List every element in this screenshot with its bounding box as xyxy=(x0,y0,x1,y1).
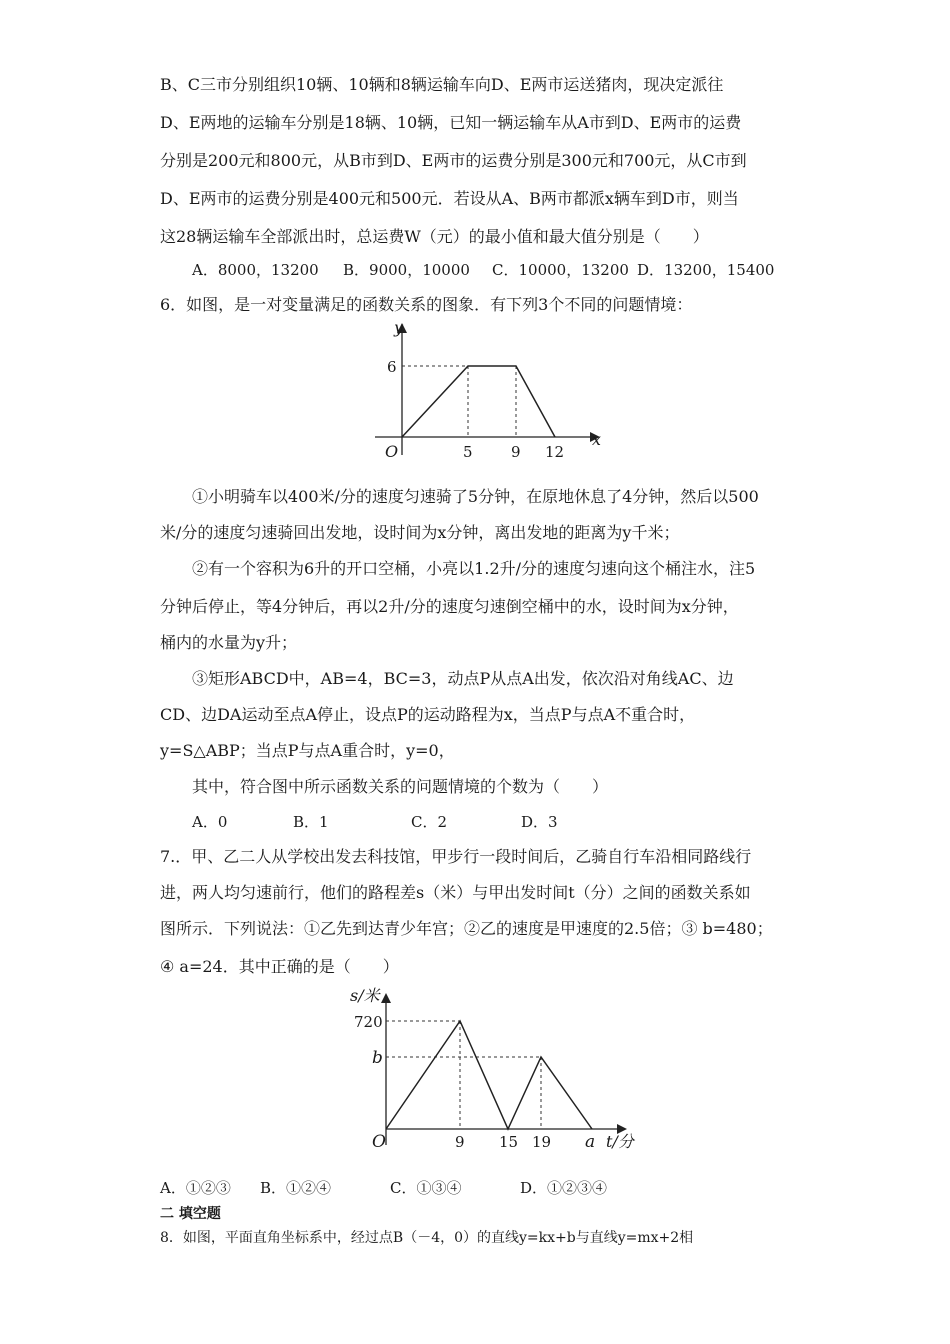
q7-y-label: s/米 xyxy=(350,986,380,1005)
q7-x-label: t/分 xyxy=(606,1132,634,1151)
q5-option-a: A．8000，13200 xyxy=(192,261,319,279)
q6-option-a: A．0 xyxy=(192,813,228,831)
q6-question: 其中，符合图中所示函数关系的问题情境的个数为（ ） xyxy=(192,777,609,796)
q7-line-4: ④ a=24．其中正确的是（ ） xyxy=(160,957,399,976)
q7-line-3: 图所示．下列说法：①乙先到达青少年宫；②乙的速度是甲速度的2.5倍；③ b=480； xyxy=(160,919,773,938)
q7-origin-label: O xyxy=(372,1132,386,1152)
q7-option-a: A．①②③ xyxy=(160,1179,231,1197)
q6-situation-2-line-1: ②有一个容积为6升的开口空桶，小亮以1.2升/分的速度匀速向这个桶注水，注5 xyxy=(192,559,756,578)
q5-line-4: D、E两市的运费分别是400元和500元．若设从A、B两市都派x辆车到D市，则当 xyxy=(160,189,739,208)
q5-line-2: D、E两地的运输车分别是18辆、10辆，已知一辆运输车从A市到D、E两市的运费 xyxy=(160,113,742,132)
q6-graph xyxy=(360,315,610,465)
q6-option-d: D．3 xyxy=(521,813,558,831)
q6-function-line xyxy=(402,366,555,437)
q7-y-tick-720: 720 xyxy=(354,1013,383,1031)
q6-x-tick-9: 9 xyxy=(511,443,521,461)
q6-situation-1-line-1: ①小明骑车以400米/分的速度匀速骑了5分钟，在原地休息了4分钟，然后以500 xyxy=(192,487,759,506)
q6-option-b: B．1 xyxy=(293,813,329,831)
q8-line-1: 8．如图，平面直角坐标系中，经过点B（－4，0）的直线y=kx+b与直线y=mx+2相 xyxy=(160,1230,694,1246)
q6-situation-3-line-3: y=S△ABP；当点P与点A重合时，y=0， xyxy=(160,741,455,760)
q6-x-tick-12: 12 xyxy=(545,443,565,461)
q6-situation-3-line-2: CD、边DA运动至点A停止，设点P的运动路程为x，当点P与点A不重合时， xyxy=(160,705,696,724)
q6-origin-label: O xyxy=(385,442,399,461)
q5-option-d: D．13200，15400 xyxy=(637,261,775,279)
q7-line-1: 7.．甲、乙二人从学校出发去科技馆，甲步行一段时间后，乙骑自行车沿相同路线行 xyxy=(160,847,752,866)
section-2-title: 二 填空题 xyxy=(160,1206,221,1222)
q7-x-tick-a: a xyxy=(585,1132,596,1152)
q7-y-tick-b: b xyxy=(372,1048,383,1068)
q5-line-3: 分别是200元和800元，从B市到D、E两市的运费分别是300元和700元，从C市到 xyxy=(160,151,747,170)
q7-graph xyxy=(340,985,660,1155)
q6-situation-2-line-2: 分钟后停止，等4分钟后，再以2升/分的速度匀速倒空桶中的水，设时间为x分钟， xyxy=(160,597,739,616)
q6-option-c: C．2 xyxy=(411,813,448,831)
q7-x-tick-19: 19 xyxy=(532,1133,552,1151)
q7-option-d: D．①②③④ xyxy=(520,1179,608,1197)
q7-line-2: 进，两人均匀速前行，他们的路程差s（米）与甲出发时间t（分）之间的函数关系如 xyxy=(160,883,751,902)
q7-x-tick-9: 9 xyxy=(455,1133,465,1151)
q6-situation-1-line-2: 米/分的速度匀速骑回出发地，设时间为x分钟，离出发地的距离为y千米； xyxy=(160,523,680,542)
q6-x-label: x xyxy=(592,430,602,449)
q7-x-tick-15: 15 xyxy=(499,1133,519,1151)
q6-stem: 6．如图，是一对变量满足的函数关系的图象．有下列3个不同的问题情境： xyxy=(160,295,693,314)
q6-x-tick-5: 5 xyxy=(463,443,473,461)
q7-function-line xyxy=(386,1021,592,1129)
q5-option-c: C．10000，13200 xyxy=(492,261,629,279)
q7-option-c: C．①③④ xyxy=(390,1179,462,1197)
q6-situation-3-line-1: ③矩形ABCD中，AB=4，BC=3，动点P从点A出发，依次沿对角线AC、边 xyxy=(192,669,734,688)
q5-line-1: B、C三市分别组织10辆、10辆和8辆运输车向D、E两市运送猪肉，现决定派往 xyxy=(160,75,724,94)
q5-line-5: 这28辆运输车全部派出时，总运费W（元）的最小值和最大值分别是（ ） xyxy=(160,227,709,246)
q6-y-tick-6: 6 xyxy=(387,358,397,376)
q6-y-label: y xyxy=(394,318,404,337)
q5-option-b: B．9000，10000 xyxy=(343,261,470,279)
q7-option-b: B．①②④ xyxy=(260,1179,332,1197)
q6-situation-2-line-3: 桶内的水量为y升； xyxy=(160,633,298,652)
q7-y-arrow xyxy=(381,993,391,1003)
